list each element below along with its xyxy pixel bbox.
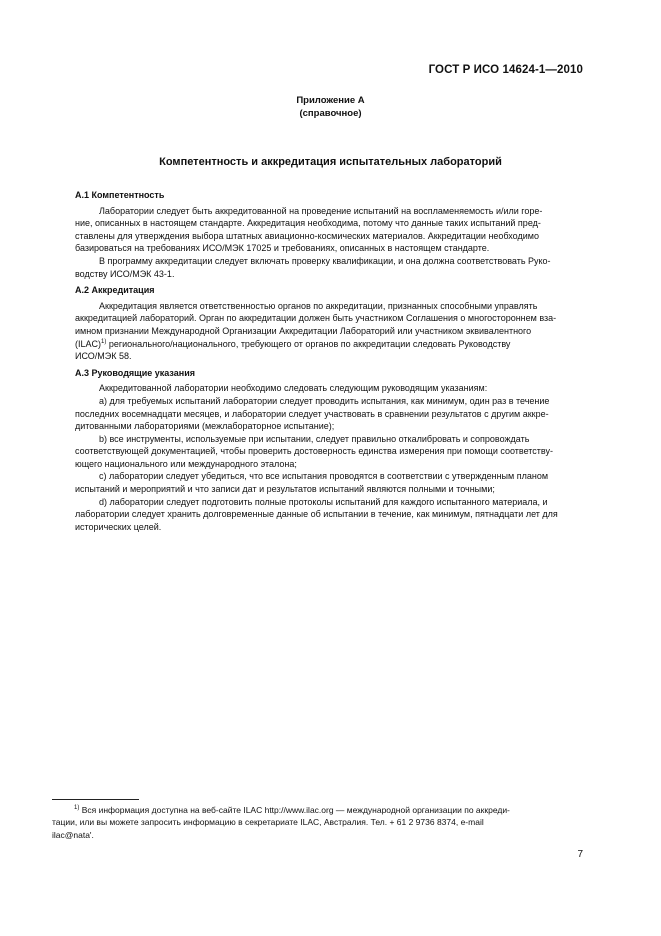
text-line: тации, или вы можете запросить информацию в секретариате ILAC, Австралия. Тел. + 61 2 9736 8374, e-mail [52,817,484,828]
text-line: ние, описанных в настоящем стандарте. Аккредитация необходима, потому что данные таких испытаний пред- [75,218,541,229]
section-a3-text [75,382,583,533]
standard-code: ГОСТ Р ИСО 14624-1—2010 [428,64,583,76]
document-body [75,189,583,533]
section-heading-a2: А.2 Аккредитация [75,285,155,296]
text-line: Аккредитация является ответственностью органов по аккредитации, признанных способными управлять [99,300,538,311]
text-line: водству ИСО/МЭК 43-1. [75,268,175,279]
text-line: $^{1)}$ Вся информация доступна на веб-сайте ILAC http://www.ilac.org — международной организации по аккреди- [74,805,510,815]
text-line: последних восемнадцати месяцев, и лаборатории следует участвовать в сравнении результатов с другим аккре- [75,408,549,419]
text-line: исторических целей. [75,521,162,532]
text-line: испытаний и мероприятий и что записи дат и результатов испытаний являются полными и точными; [75,484,495,495]
text-line: (ILAC)$^{1)}$ региональнoго/национального, требующего от органов по аккредитации следовать Руководству [75,338,511,349]
footnote-mark: 1) [74,805,80,812]
section-heading-a1: А.1 Компетентность [75,190,165,200]
text-line: Аккредитованной лаборатории необходимо следовать следующим руководящим указаниям: [99,383,488,394]
text-line: В программу аккредитации следует включать проверку квалификации, и она должна соответствовать Руко- [99,255,551,266]
text-line: с) лаборатории следует убедиться, что все испытания проводятся в соответствии с утвержденным планом [99,471,549,482]
text-line: Лаборатории следует быть аккредитованной на проведение испытаний на воспламеняемость и/или горе- [99,205,543,216]
section-a2-text [75,300,583,363]
text-line: а) для требуемых испытаний лаборатории следует проводить испытания, как минимум, один раз в течение [99,395,550,406]
footnote [52,804,583,841]
text-line: ilac@nata'. [52,829,94,840]
section-a1-text [75,205,583,281]
annex-label: Приложение А [296,95,365,106]
text-line: базироваться на требованиях ИСО/МЭК 17025 и требованиях, описанных в настоящем стандарте. [75,243,490,254]
text-line: лаборатории следует хранить долговременные данные об испытании в течение, как минимум, пятнадцати лет для [75,509,558,520]
text-line: ставлены для утверждения выбора штатных авиационно-космических материалов. Аккредитации необходимо [75,230,539,241]
text-line: d) лаборатории следует подготовить полные протоколы испытаний для каждого испытанного материала, и [99,496,548,507]
footnote-divider [52,799,139,800]
document-title: Компетентность и аккредитация испытательных лабораторий [159,156,502,168]
annex-type: (справочное) [299,108,362,119]
text-line: ИСО/МЭК 58. [75,351,132,362]
text-line: b) все инструменты, используемые при испытании, следует правильно откалибровать и сопровождать [99,433,530,444]
text-line: дитованными лабораториями (межлабораторное испытание); [75,421,335,432]
page-number: 7 [577,849,583,860]
footnote-ref: 1) [101,338,107,345]
text-line: аккредитацией лабораторий. Орган по аккредитации должен быть участником Соглашения о многостороннем вза- [75,313,557,324]
text-line: имном признании Международной Организации Аккредитации Лабораторий или участником эквивалентного [75,325,532,336]
text-line: ющего национального или международного эталона; [75,458,297,469]
section-heading-a3: А.3 Руководящие указания [75,367,195,378]
text-line: соответствующей документацией, чтобы проверить достоверность единства измерения при помощи соответству- [75,446,554,457]
